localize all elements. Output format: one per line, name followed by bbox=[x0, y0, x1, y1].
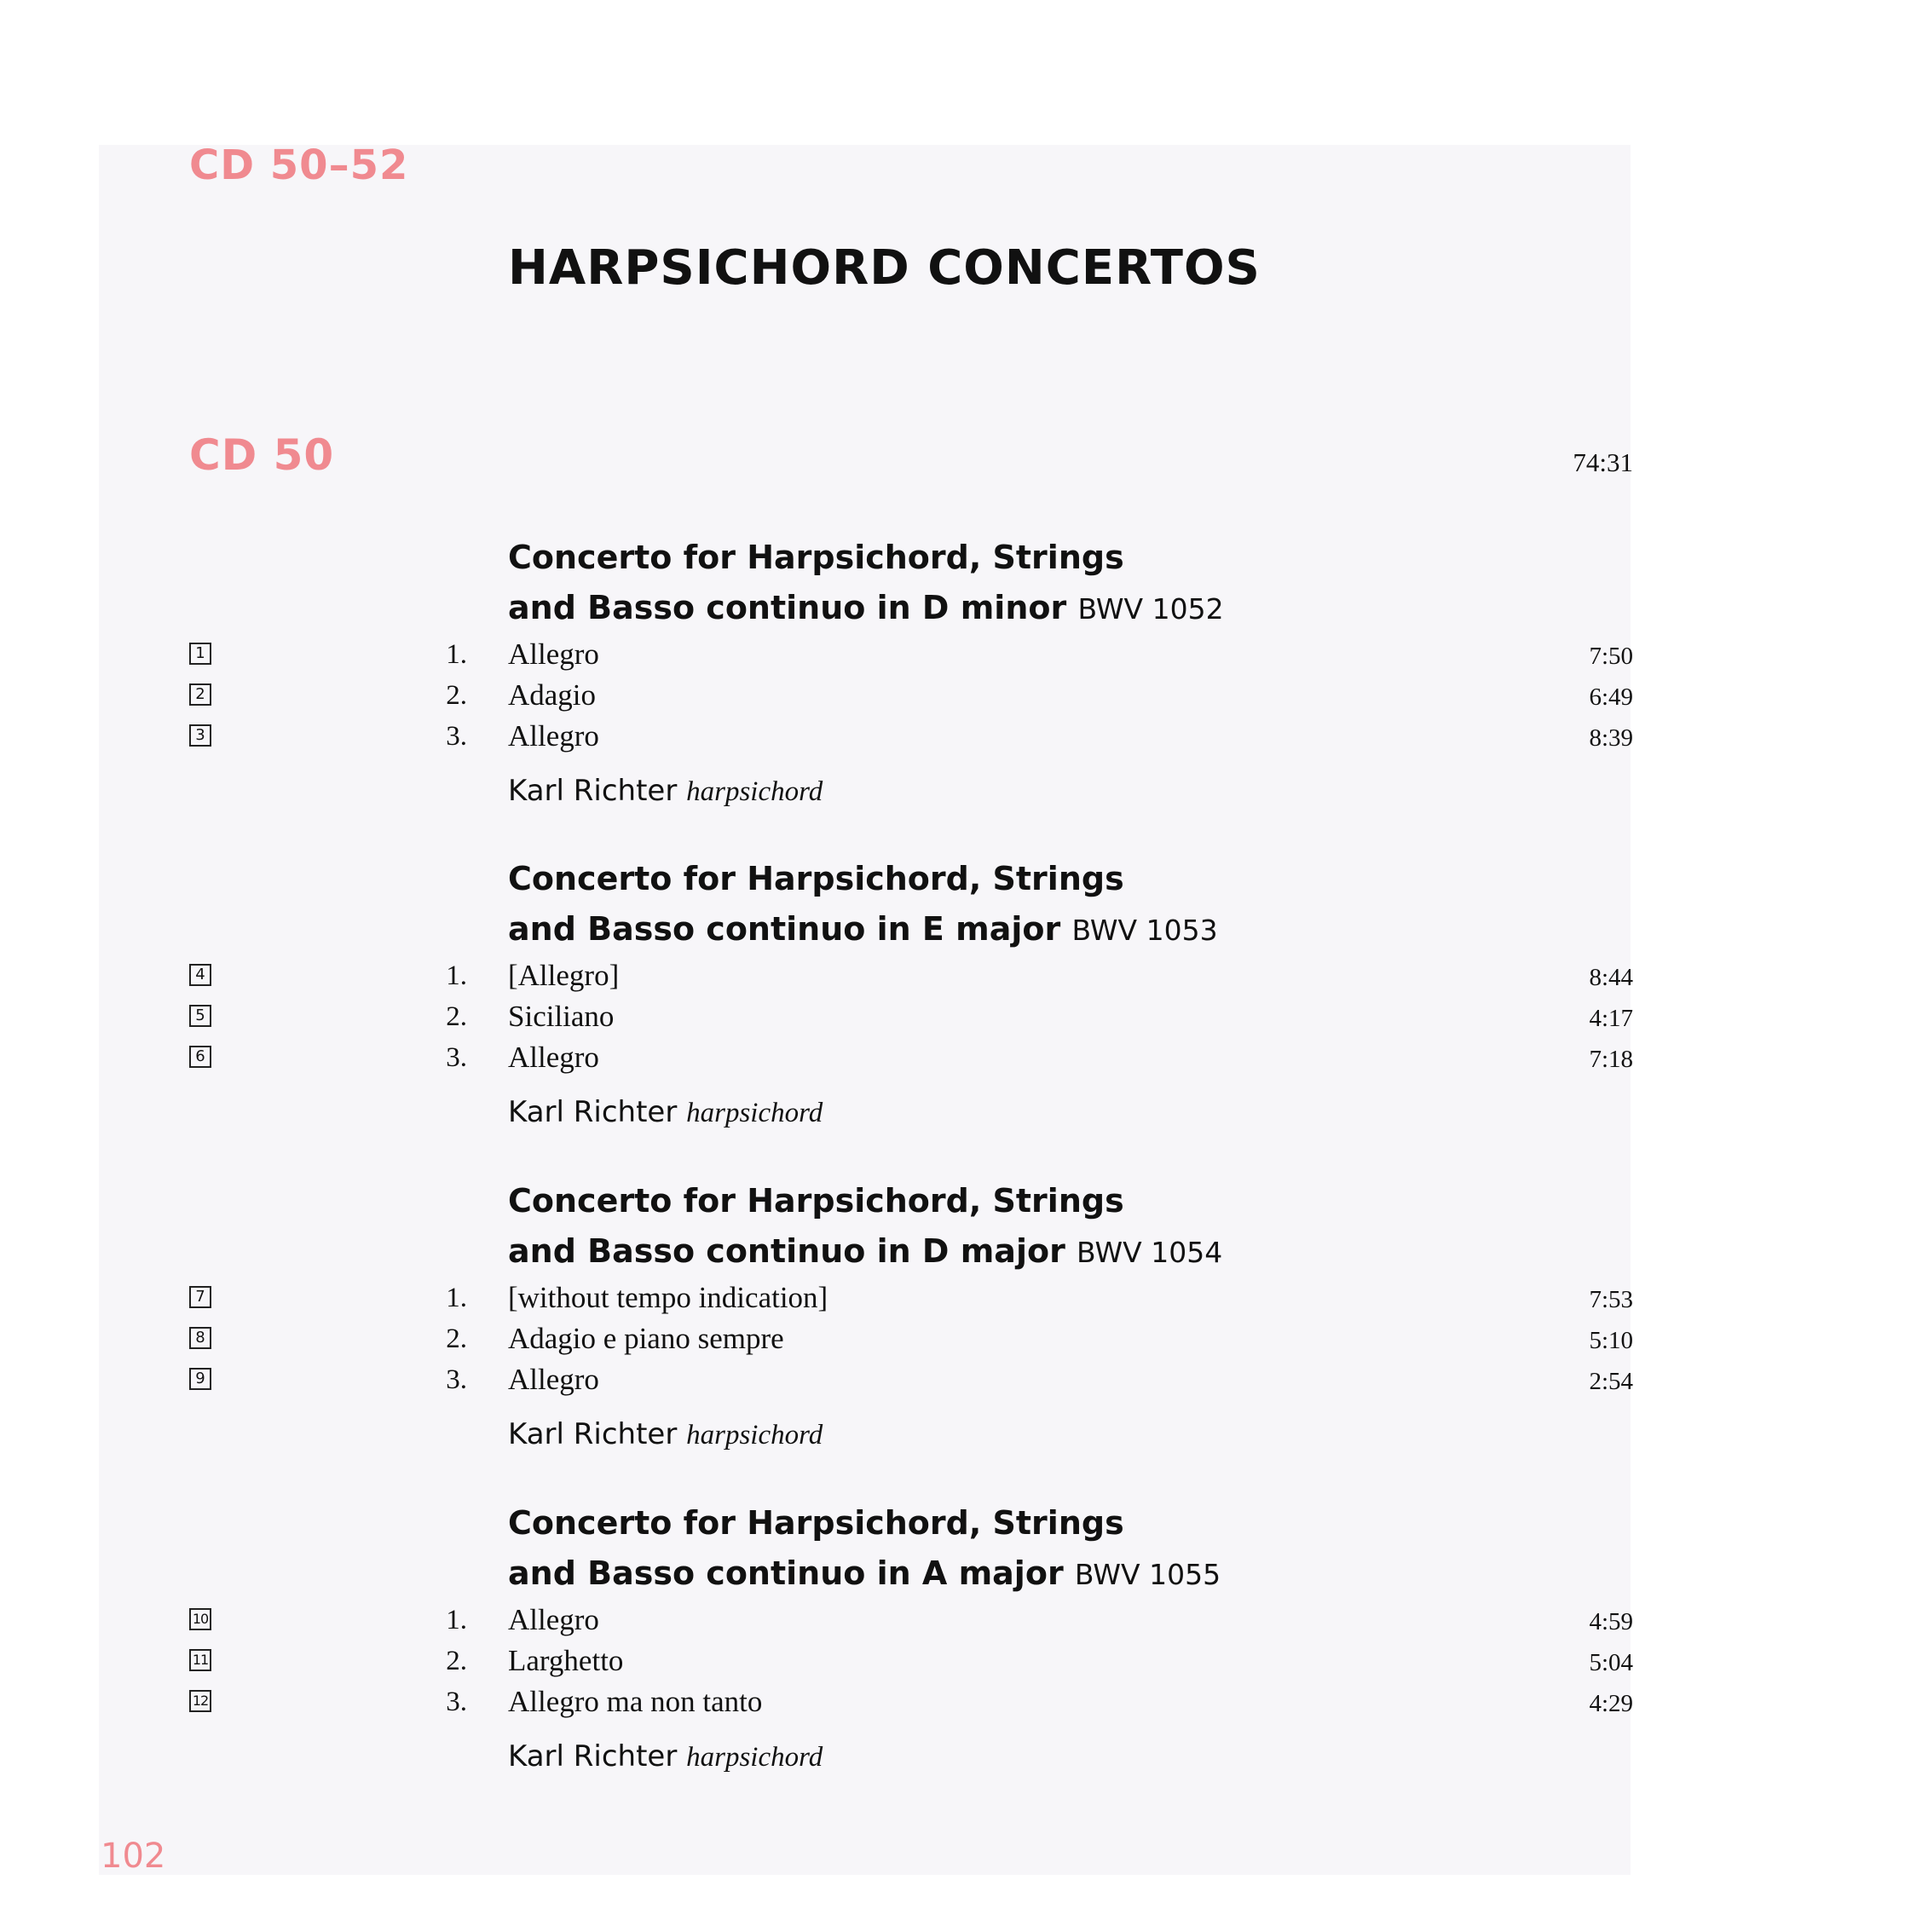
movement-duration: 6:49 bbox=[1589, 683, 1633, 711]
movement-number: 2. bbox=[446, 680, 467, 711]
movement-number: 3. bbox=[446, 1687, 467, 1717]
movement-number: 3. bbox=[446, 1042, 467, 1073]
work-title bbox=[508, 1176, 1222, 1277]
performer-credit bbox=[508, 774, 823, 808]
track-row[interactable] bbox=[0, 1683, 1905, 1724]
performer-credit bbox=[508, 1417, 823, 1451]
movement-title: Allegro bbox=[508, 719, 599, 753]
work-title bbox=[508, 533, 1224, 634]
track-row[interactable] bbox=[0, 1279, 1905, 1320]
track-row[interactable] bbox=[0, 957, 1905, 998]
movement-duration: 4:17 bbox=[1589, 1005, 1633, 1032]
work-title-line2: and Basso continuo in E major bbox=[508, 910, 1061, 948]
track-row[interactable] bbox=[0, 1642, 1905, 1683]
movement-duration: 7:18 bbox=[1589, 1046, 1633, 1073]
track-row[interactable] bbox=[0, 1039, 1905, 1080]
work-bwv: BWV 1054 bbox=[1077, 1236, 1223, 1269]
total-duration: 74:31 bbox=[1573, 447, 1633, 477]
track-number-box: 5 bbox=[189, 1005, 211, 1027]
track-number-box: 1 bbox=[189, 643, 211, 665]
performer-role: harpsichord bbox=[686, 1098, 823, 1128]
work-title-line2: and Basso continuo in A major bbox=[508, 1554, 1064, 1592]
movement-title: Allegro ma non tanto bbox=[508, 1685, 763, 1718]
movement-number: 3. bbox=[446, 721, 467, 752]
track-number-box: 10 bbox=[189, 1608, 211, 1630]
track-row[interactable] bbox=[0, 998, 1905, 1039]
work-title-line1: Concerto for Harpsichord, Strings bbox=[508, 1182, 1124, 1220]
work-title-line1: Concerto for Harpsichord, Strings bbox=[508, 860, 1124, 897]
movement-duration: 4:59 bbox=[1589, 1608, 1633, 1635]
performer-credit bbox=[508, 1739, 823, 1773]
movement-title: Adagio e piano sempre bbox=[508, 1322, 784, 1355]
performer-name: Karl Richter bbox=[508, 1739, 678, 1773]
movement-number: 2. bbox=[446, 1646, 467, 1676]
movement-duration: 7:53 bbox=[1589, 1286, 1633, 1313]
track-number-box: 8 bbox=[189, 1327, 211, 1349]
track-number-box: 4 bbox=[189, 964, 211, 986]
movement-title: Allegro bbox=[508, 1041, 599, 1074]
work-title-line2: and Basso continuo in D major bbox=[508, 1232, 1065, 1270]
track-row[interactable] bbox=[0, 1320, 1905, 1361]
performer-name: Karl Richter bbox=[508, 1417, 678, 1451]
movement-title: Allegro bbox=[508, 637, 599, 671]
performer-role: harpsichord bbox=[686, 776, 823, 807]
movement-title: [Allegro] bbox=[508, 959, 620, 992]
performer-role: harpsichord bbox=[686, 1420, 823, 1450]
movement-duration: 8:44 bbox=[1589, 964, 1633, 991]
performer-name: Karl Richter bbox=[508, 1095, 678, 1129]
work-title bbox=[508, 854, 1218, 955]
work-bwv: BWV 1052 bbox=[1077, 592, 1224, 626]
movement-duration: 2:54 bbox=[1589, 1368, 1633, 1395]
track-number-box: 9 bbox=[189, 1368, 211, 1390]
work-bwv: BWV 1055 bbox=[1074, 1558, 1221, 1591]
movement-title: Adagio bbox=[508, 678, 597, 712]
movement-number: 3. bbox=[446, 1364, 467, 1395]
performer-credit bbox=[508, 1095, 823, 1129]
movement-title: Larghetto bbox=[508, 1644, 624, 1677]
track-row[interactable] bbox=[0, 1601, 1905, 1642]
movement-duration: 5:10 bbox=[1589, 1327, 1633, 1354]
movement-number: 1. bbox=[446, 960, 467, 991]
track-row[interactable] bbox=[0, 718, 1905, 758]
movement-duration: 5:04 bbox=[1589, 1649, 1633, 1676]
movement-duration: 7:50 bbox=[1589, 643, 1633, 670]
work-title-line1: Concerto for Harpsichord, Strings bbox=[508, 1504, 1124, 1542]
movement-duration: 8:39 bbox=[1589, 724, 1633, 752]
movement-title: Allegro bbox=[508, 1363, 599, 1396]
track-number-box: 7 bbox=[189, 1286, 211, 1308]
work-title bbox=[508, 1498, 1221, 1600]
cd-range-heading: CD 50–52 bbox=[189, 141, 409, 189]
movement-title: Allegro bbox=[508, 1603, 599, 1636]
track-row[interactable] bbox=[0, 636, 1905, 677]
performer-role: harpsichord bbox=[686, 1742, 823, 1773]
work-bwv: BWV 1053 bbox=[1071, 914, 1218, 947]
track-row[interactable] bbox=[0, 1361, 1905, 1402]
performer-name: Karl Richter bbox=[508, 774, 678, 808]
movement-number: 1. bbox=[446, 1605, 467, 1635]
work-title-line1: Concerto for Harpsichord, Strings bbox=[508, 539, 1124, 576]
movement-duration: 4:29 bbox=[1589, 1690, 1633, 1717]
work-title-line2: and Basso continuo in D minor bbox=[508, 589, 1067, 626]
track-row[interactable] bbox=[0, 677, 1905, 718]
cd-number-heading: CD 50 bbox=[189, 430, 335, 480]
movement-number: 2. bbox=[446, 1324, 467, 1354]
movement-title: [without tempo indication] bbox=[508, 1281, 828, 1314]
page-number: 102 bbox=[101, 1837, 166, 1876]
movement-title: Siciliano bbox=[508, 1000, 615, 1033]
movement-number: 2. bbox=[446, 1001, 467, 1032]
track-number-box: 6 bbox=[189, 1046, 211, 1068]
track-number-box: 2 bbox=[189, 683, 211, 706]
track-number-box: 11 bbox=[189, 1649, 211, 1671]
track-number-box: 12 bbox=[189, 1690, 211, 1712]
movement-number: 1. bbox=[446, 1283, 467, 1313]
track-number-box: 3 bbox=[189, 724, 211, 747]
page-title: HARPSICHORD CONCERTOS bbox=[508, 240, 1261, 296]
movement-number: 1. bbox=[446, 639, 467, 670]
